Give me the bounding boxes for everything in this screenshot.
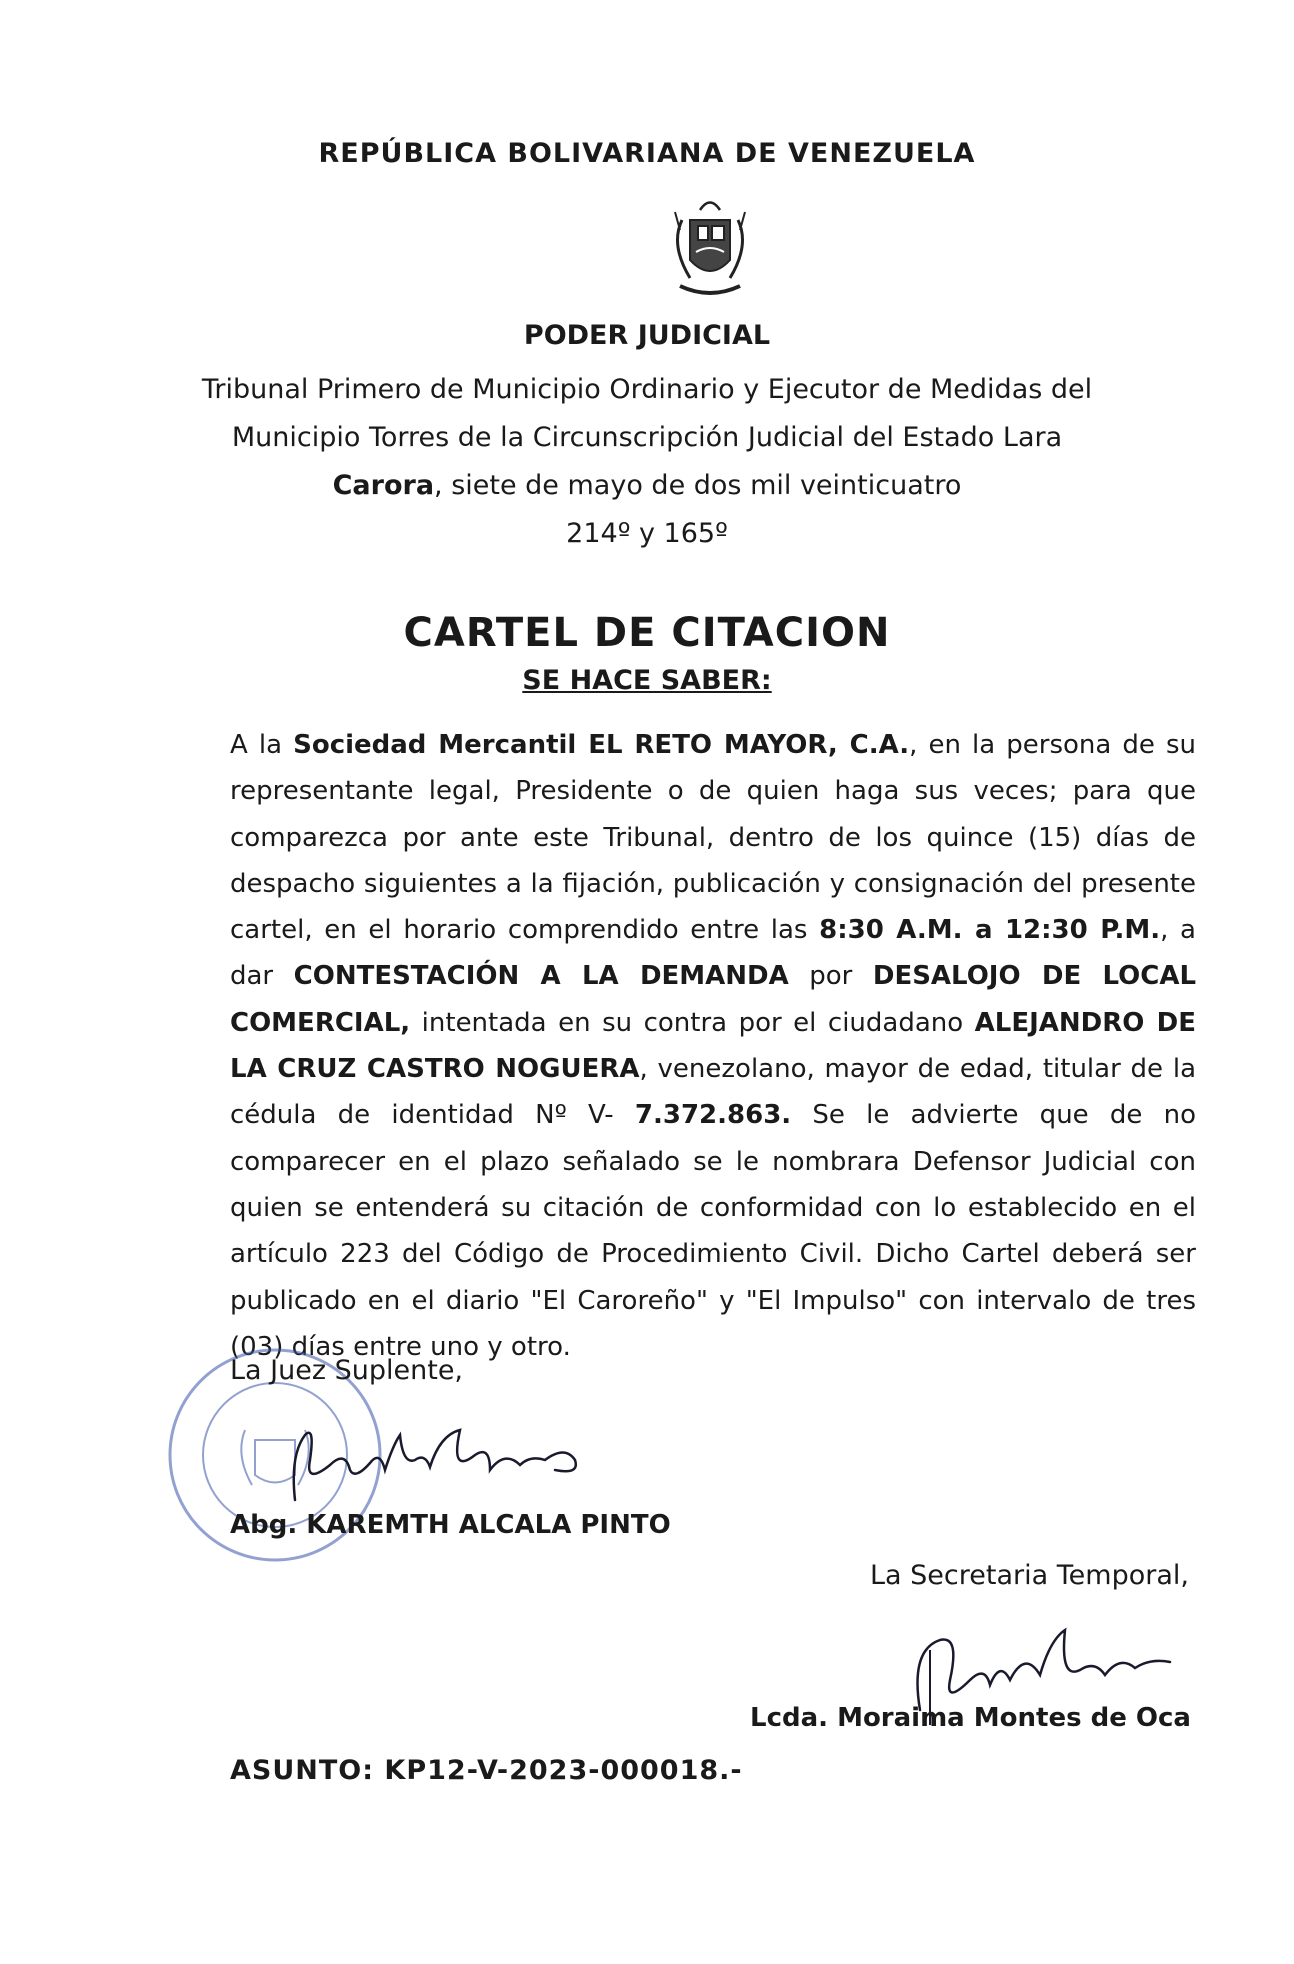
- place-date: [0, 462, 1294, 510]
- citation-body: [230, 722, 1196, 1370]
- country-heading: REPÚBLICA BOLIVARIANA DE VENEZUELA: [318, 138, 976, 169]
- coat-of-arms-icon: [660, 190, 760, 310]
- office-hours: 8:30 A.M. a 12:30 P.M.: [819, 915, 1161, 946]
- court-heading: [0, 366, 1294, 558]
- years: 214º y 165º: [566, 518, 728, 549]
- court-line-2: Municipio Torres de la Circunscripción Judicial del Estado Lara: [231, 422, 1063, 453]
- case-number: ASUNTO: KP12-V-2023-000018.-: [230, 1755, 743, 1786]
- judge-name: Abg. KAREMTH ALCALA PINTO: [230, 1510, 671, 1540]
- document-title: CARTEL DE CITACION: [403, 610, 891, 656]
- body-text-7: Se le advierte que de no comparecer en el plazo señalado se le nombrara Defensor Judicial con quien se entenderá su citación de conformidad con lo establecido en el artículo 223 del Código de Procedimiento Civil. Dicho Cartel deberá ser publicado en el diario "El Caroreño" y "El Impulso" con intervalo de tres (03) días entre uno y otro.: [230, 1100, 1196, 1362]
- id-number: 7.372.863.: [634, 1100, 792, 1131]
- claim-type: DESALOJO DE LOCAL COMERCIAL,: [230, 961, 1197, 1038]
- body-text-2: , en la persona de su representante legal, Presidente o de quien haga sus veces; para que comparezca por ante este Tribunal, dentro de los quince (15) días de despacho siguientes a la fijación, publicación y consignación del presente cartel, en el horario comprendido entre las: [230, 730, 1196, 946]
- document-subtitle: SE HACE SABER:: [522, 665, 772, 696]
- judge-signature-icon: [275, 1415, 605, 1505]
- judge-title: La Juez Suplente,: [230, 1355, 464, 1386]
- body-text-5: intentada en su contra por el ciudadano: [410, 1007, 975, 1038]
- plaintiff-name: ALEJANDRO DE LA CRUZ CASTRO NOGUERA: [230, 1007, 1197, 1085]
- company-name: Sociedad Mercantil EL RETO MAYOR, C.A.: [293, 730, 910, 760]
- date: , siete de mayo de dos mil veinticuatro: [434, 470, 962, 501]
- court-line-1: Tribunal Primero de Municipio Ordinario y Ejecutor de Medidas del: [201, 374, 1093, 405]
- body-text-1: A la: [230, 730, 294, 760]
- body-text-6: , venezolano, mayor de edad, titular de la cédula de identidad Nº V-: [230, 1054, 1196, 1131]
- branch-heading: PODER JUDICIAL: [523, 320, 771, 351]
- secretary-title: La Secretaria Temporal,: [870, 1560, 1189, 1591]
- city: Carora: [332, 470, 435, 501]
- body-text-4: por: [788, 961, 873, 992]
- body-text-3: , a dar: [230, 915, 1196, 992]
- secretary-name: Lcda. Moraima Montes de Oca: [750, 1703, 1191, 1733]
- required-action: CONTESTACIÓN A LA DEMANDA: [293, 961, 789, 992]
